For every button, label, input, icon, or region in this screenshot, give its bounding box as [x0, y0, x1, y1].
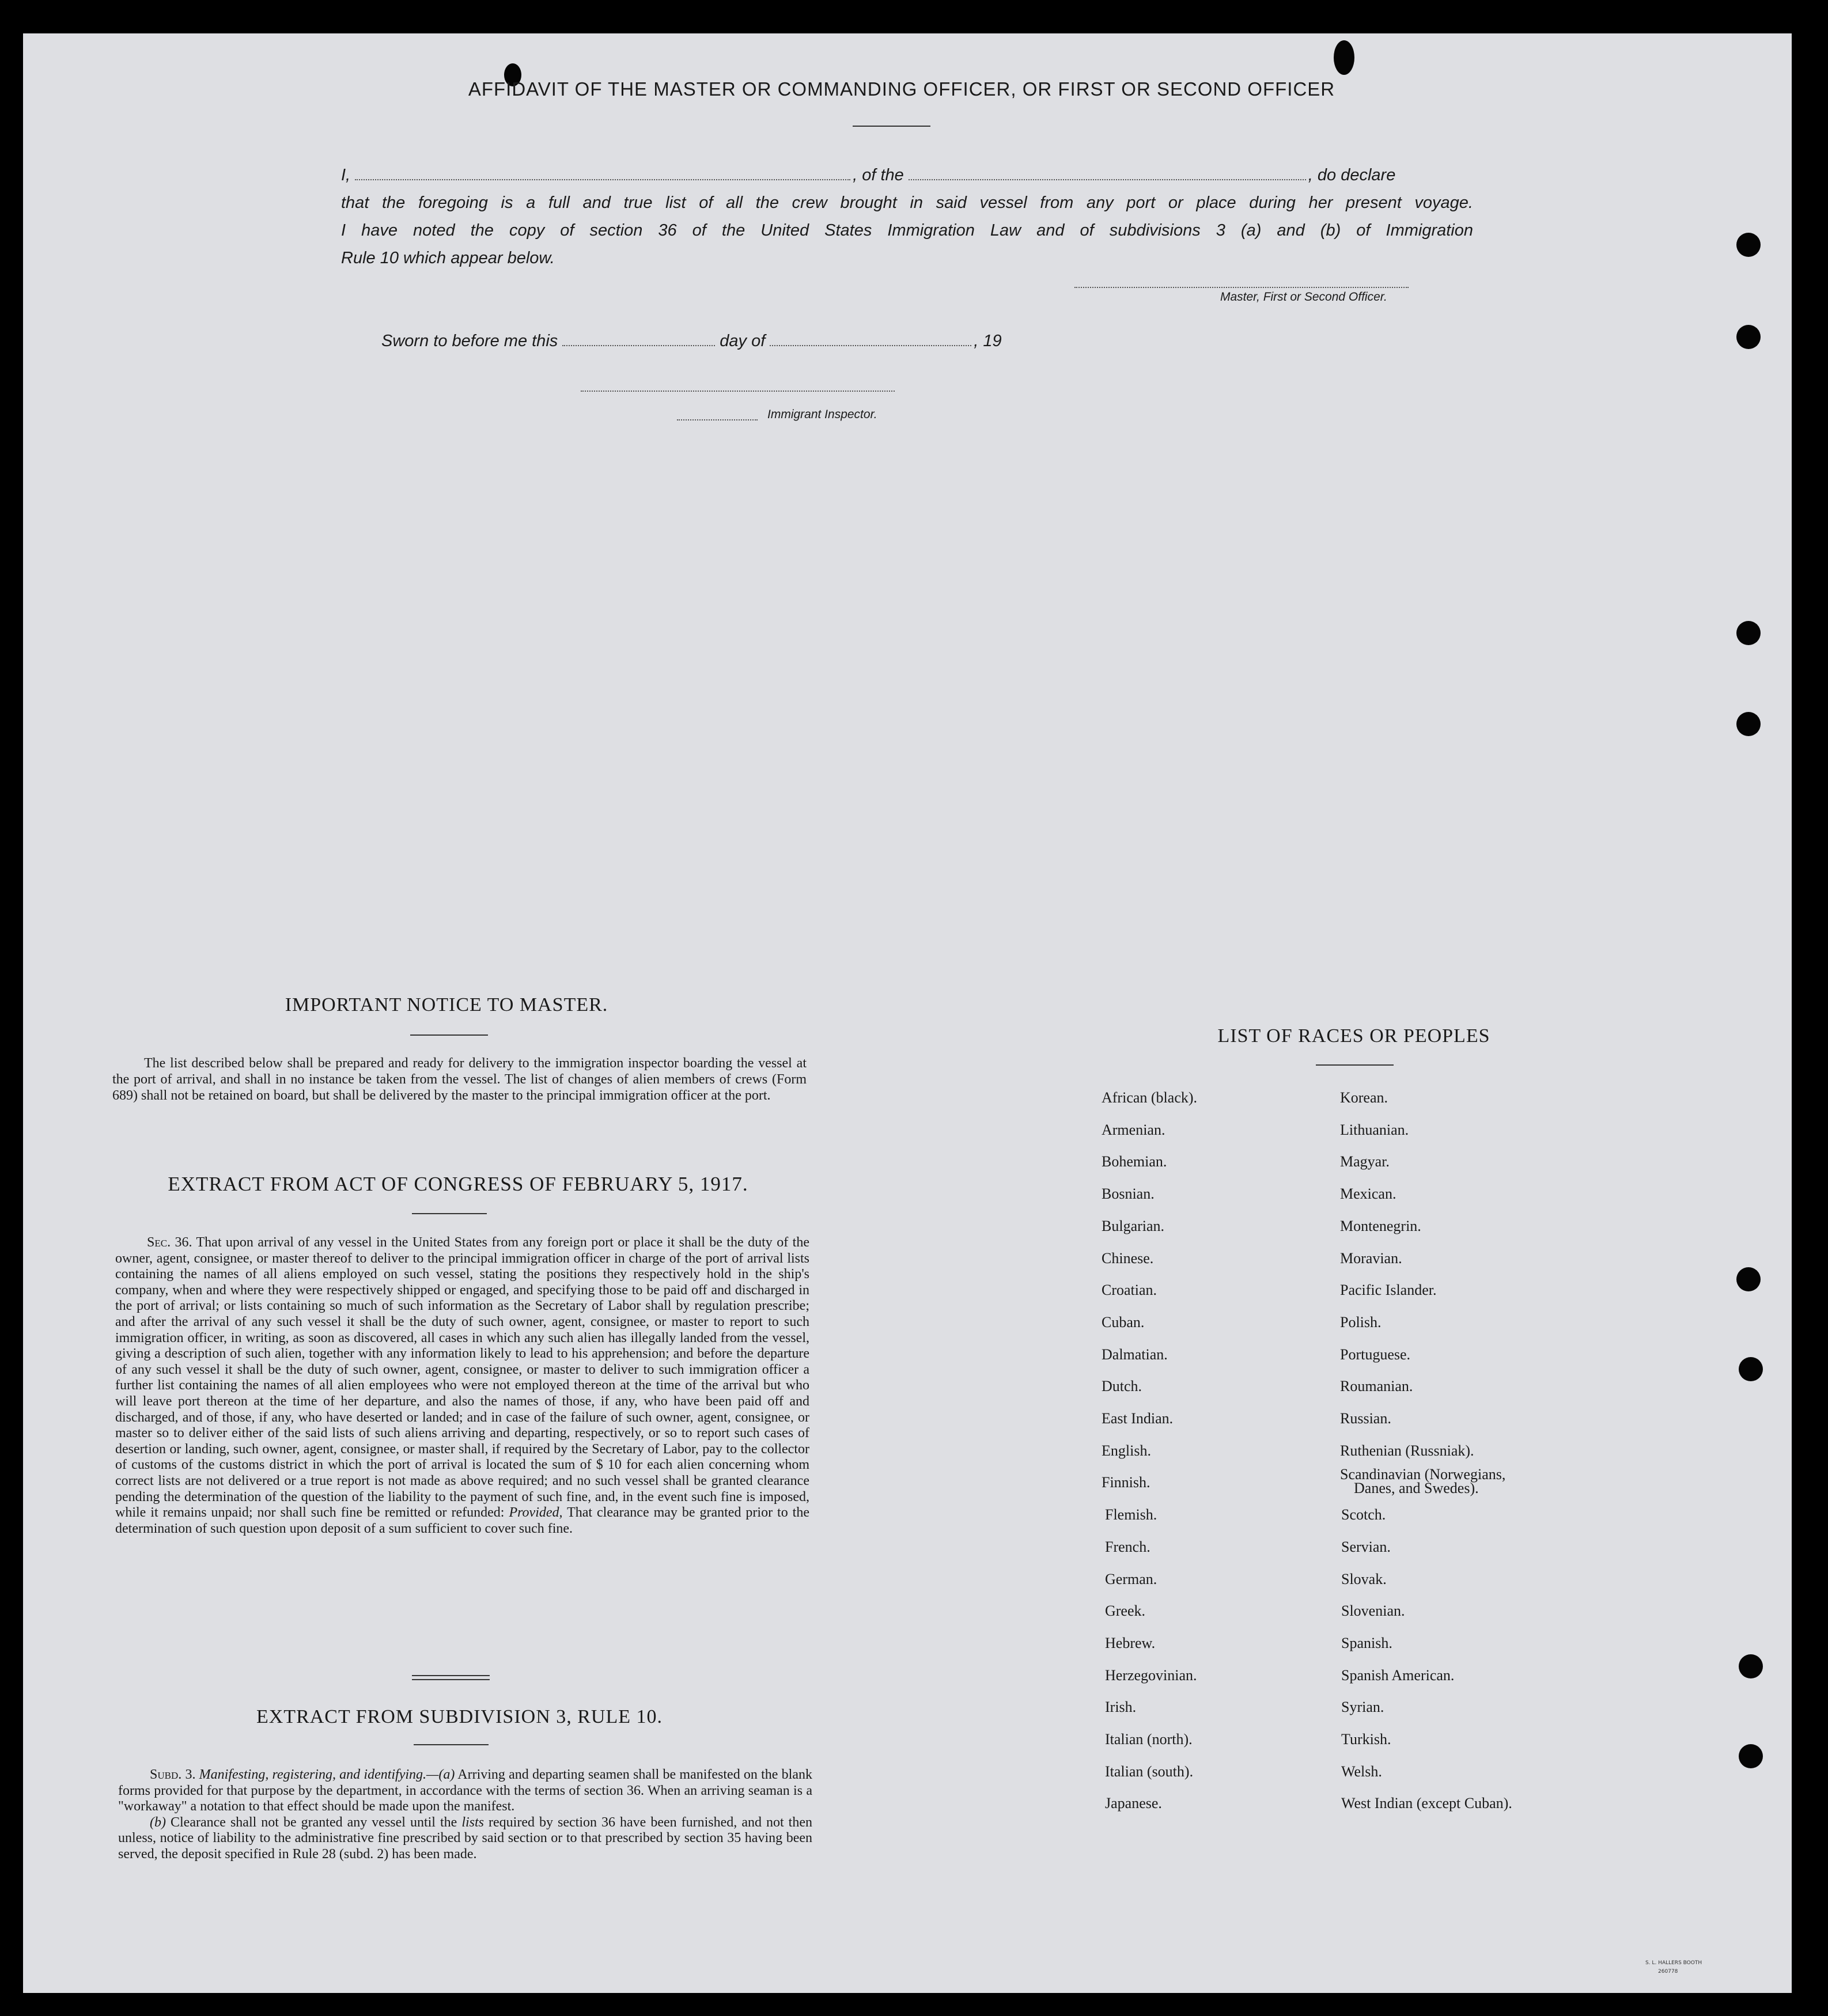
- affidavit-title: AFFIDAVIT OF THE MASTER OR COMMANDING OFFICER, OR FIRST OR SECOND OFFICER: [468, 78, 1335, 100]
- race-item: French.: [1105, 1538, 1150, 1555]
- section-divider: [412, 1675, 490, 1676]
- race-item: West Indian (except Cuban).: [1341, 1795, 1512, 1812]
- race-item: Montenegrin.: [1340, 1217, 1421, 1234]
- affidavit-of-label: , of the: [853, 166, 904, 184]
- race-item: Bosnian.: [1102, 1185, 1155, 1203]
- race-item: Herzegovinian.: [1105, 1666, 1197, 1684]
- race-item: Korean.: [1340, 1089, 1388, 1106]
- affidavit-title-rule: [853, 126, 930, 127]
- document-page: [23, 33, 1792, 1993]
- inspector-name-field[interactable]: [677, 418, 758, 420]
- sworn-label: Sworn to before me this: [381, 332, 558, 350]
- binder-hole: [1736, 1267, 1761, 1291]
- binder-hole: [1736, 325, 1761, 349]
- rule-subd-heading: Manifesting, registering, and identifying.: [199, 1767, 427, 1782]
- sworn-line: [381, 332, 1002, 351]
- race-item: Flemish.: [1105, 1506, 1157, 1524]
- race-item: Russian.: [1340, 1410, 1391, 1427]
- section-divider: [412, 1679, 490, 1680]
- race-item: Italian (south).: [1105, 1763, 1194, 1780]
- affidavit-line-2: that the foregoing is a full and true list of all the crew brought in said vessel from any port or place during her present voyage.: [341, 194, 1473, 212]
- races-title: LIST OF RACES OR PEOPLES: [1217, 1025, 1490, 1047]
- race-item: Irish.: [1105, 1699, 1137, 1716]
- top-right-punch-mark: [1334, 40, 1354, 75]
- race-item: Spanish.: [1341, 1634, 1392, 1651]
- race-item: Spanish American.: [1341, 1666, 1455, 1684]
- rule-title-rule: [414, 1744, 489, 1745]
- race-item: African (black).: [1102, 1089, 1198, 1106]
- race-item: Hebrew.: [1105, 1634, 1156, 1651]
- binder-hole: [1739, 1654, 1763, 1678]
- form-number: 260778: [1658, 1969, 1678, 1975]
- race-item: Italian (north).: [1105, 1731, 1193, 1748]
- inspector-label: Immigrant Inspector.: [767, 408, 877, 421]
- act-text-body: That upon arrival of any vessel in the United States from any foreign port or place it shall be the duty of the owner, agent, consignee, or master thereof to deliver to the principal immigration officer in charge of the port of arrival lists containing the names of all aliens employed on such vessel, stating the positions they respectively hold in the ship's company, when and where they were respectively shipped or engaged, and specifying those to be paid off and discharged in the port of arrival; or lists containing so much of such information as the Secretary of Labor shall by regulation prescribe; and after the arrival of any such vessel it shall be the duty of such owner, agent, consignee, or master to report to such immigration officer, in writing, as soon as discovered, all cases in which any such alien has illegally landed from the vessel, giving a description of such alien, together with any information likely to lead to his apprehension; and before the departure of any such vessel it shall be the duty of such owner, agent, consignee, or master to deliver to such immigration officer a further list containing the names of all alien employees who were not employed thereon at the time of the arrival but who will leave port thereon at the time of her departure, and also the names of those, if any, who have been paid off and discharged, and of those, if any, who have deserted or landed; and in case of the failure of such owner, agent, consignee, or master so to deliver either of the said lists of such aliens arriving and departing, respectively, or so to report such cases of desertion or landing, such owner, agent, consignee, or master shall, if required by the Secretary of Labor, pay to the collector of customs of the customs district in which the port of arrival is located the sum of $ 10 for each alien concerning whom correct lists are not delivered or a true report is not made as above required; and no such vessel shall be granted clearance pending the determination of the question of the liability to the payment of such fine, and, in the event such fine is imposed, while it remains unpaid; nor shall such fine be remitted or refunded:: [115, 1235, 809, 1521]
- sworn-day-field[interactable]: [562, 345, 715, 346]
- notice-title: IMPORTANT NOTICE TO MASTER.: [285, 994, 608, 1015]
- race-item: Scandinavian (Norwegians,: [1340, 1466, 1506, 1483]
- race-item: Japanese.: [1105, 1795, 1162, 1812]
- race-item: East Indian.: [1102, 1410, 1174, 1427]
- binder-hole: [1736, 233, 1761, 257]
- master-name-field[interactable]: [355, 179, 850, 180]
- binder-hole: [1736, 712, 1761, 736]
- race-item: Welsh.: [1341, 1763, 1382, 1780]
- act-sec-label: Sec. 36.: [147, 1235, 192, 1250]
- race-item: Mexican.: [1340, 1185, 1396, 1203]
- year-prefix-label: , 19: [974, 332, 1002, 350]
- affidavit-line-4: Rule 10 which appear below.: [341, 249, 555, 267]
- race-item: Roumanian.: [1340, 1378, 1413, 1395]
- master-signature-field[interactable]: [1074, 286, 1409, 288]
- rule-subd-label: Subd. 3.: [150, 1767, 196, 1782]
- affidavit-declare-label: , do declare: [1308, 166, 1396, 184]
- race-item: Lithuanian.: [1340, 1121, 1409, 1138]
- act-text: [115, 1235, 809, 1537]
- race-item: German.: [1105, 1570, 1157, 1587]
- race-item: Bulgarian.: [1102, 1217, 1165, 1234]
- race-item: Syrian.: [1341, 1699, 1384, 1716]
- race-item: Pacific Islander.: [1340, 1282, 1437, 1299]
- race-item: Armenian.: [1102, 1121, 1165, 1138]
- binder-hole: [1739, 1357, 1763, 1381]
- race-item: Turkish.: [1341, 1731, 1391, 1748]
- race-item: Servian.: [1341, 1538, 1391, 1555]
- race-item: Cuban.: [1102, 1313, 1145, 1331]
- notice-text: The list described below shall be prepared and ready for delivery to the immigration inspector boarding the vessel at the port of arrival, and shall in no instance be taken from the vessel. The list of changes of alien members of crews (Form 689) shall not be retained on board, but shall be delivered by the master to the principal immigration officer at the port.: [112, 1056, 807, 1103]
- rule-subdivision-a: [118, 1767, 812, 1815]
- race-item: Portuguese.: [1340, 1346, 1411, 1363]
- race-item: Ruthenian (Russniak).: [1340, 1442, 1474, 1459]
- race-item: Slovak.: [1341, 1570, 1387, 1587]
- vessel-name-field[interactable]: [909, 179, 1306, 180]
- act-title-rule: [412, 1213, 487, 1214]
- race-item: Bohemian.: [1102, 1153, 1167, 1170]
- affidavit-line-3: I have noted the copy of section 36 of the United States Immigration Law and of subdivisions 3 (a) and (b) of Immigration: [341, 221, 1473, 240]
- race-item: English.: [1102, 1442, 1151, 1459]
- race-item: Dalmatian.: [1102, 1346, 1168, 1363]
- rule-a-text: Arriving and departing seamen shall be manifested on the blank forms provided for that purpose by the department, in accordance with the terms of section 36. When an arriving seaman is a "workaway" a notation to that effect should be made upon the manifest.: [118, 1767, 812, 1814]
- race-item: Dutch.: [1102, 1378, 1142, 1395]
- race-item: Chinese.: [1102, 1249, 1154, 1267]
- binder-hole: [1736, 621, 1761, 645]
- races-title-rule: [1316, 1064, 1394, 1066]
- race-item: Polish.: [1340, 1313, 1382, 1331]
- rule-title: EXTRACT FROM SUBDIVISION 3, RULE 10.: [256, 1706, 663, 1727]
- race-item: Greek.: [1105, 1602, 1146, 1620]
- race-item: Moravian.: [1340, 1249, 1402, 1267]
- race-item: Scotch.: [1341, 1506, 1386, 1524]
- master-signature-label: Master, First or Second Officer.: [1220, 290, 1387, 304]
- rule-b-label: (b): [150, 1814, 166, 1830]
- race-item-continuation: Danes, and Swedes).: [1354, 1480, 1479, 1497]
- rule-b-text-1: Clearance shall not be granted any vessel until the: [171, 1814, 457, 1830]
- rule-b-lists: lists: [461, 1814, 484, 1830]
- day-of-label: day of: [720, 332, 766, 350]
- binder-hole: [1739, 1744, 1763, 1768]
- race-item: Croatian.: [1102, 1282, 1157, 1299]
- act-provided-label: Provided,: [509, 1505, 563, 1521]
- rule-text: [118, 1767, 812, 1862]
- rule-a-label: —(a): [426, 1767, 455, 1782]
- rule-b-text-2: required by section 36 have been furnished, and not then unless, notice of liability to the administrative fine prescribed by said section or to that prescribed by section 35 having been served, the deposit specified in Rule 28 (subd. 2) has been made.: [118, 1814, 812, 1862]
- rule-subdivision-b: [118, 1815, 812, 1863]
- act-title: EXTRACT FROM ACT OF CONGRESS OF FEBRUARY 5, 1917.: [168, 1173, 748, 1195]
- act-text-end: That clearance may be granted prior to the determination of such question upon deposit of a sum sufficient to cover such fine.: [115, 1505, 809, 1536]
- race-item: Finnish.: [1102, 1474, 1150, 1491]
- race-item: Slovenian.: [1341, 1602, 1405, 1620]
- printer-imprint: S. L. HALLERS BOOTH: [1645, 1960, 1702, 1966]
- race-item: Magyar.: [1340, 1153, 1390, 1170]
- affidavit-declaration: [341, 161, 1473, 272]
- inspector-signature-field[interactable]: [581, 389, 895, 392]
- affidavit-i-label: I,: [341, 166, 351, 184]
- notice-title-rule: [410, 1034, 488, 1036]
- sworn-month-field[interactable]: [770, 345, 971, 346]
